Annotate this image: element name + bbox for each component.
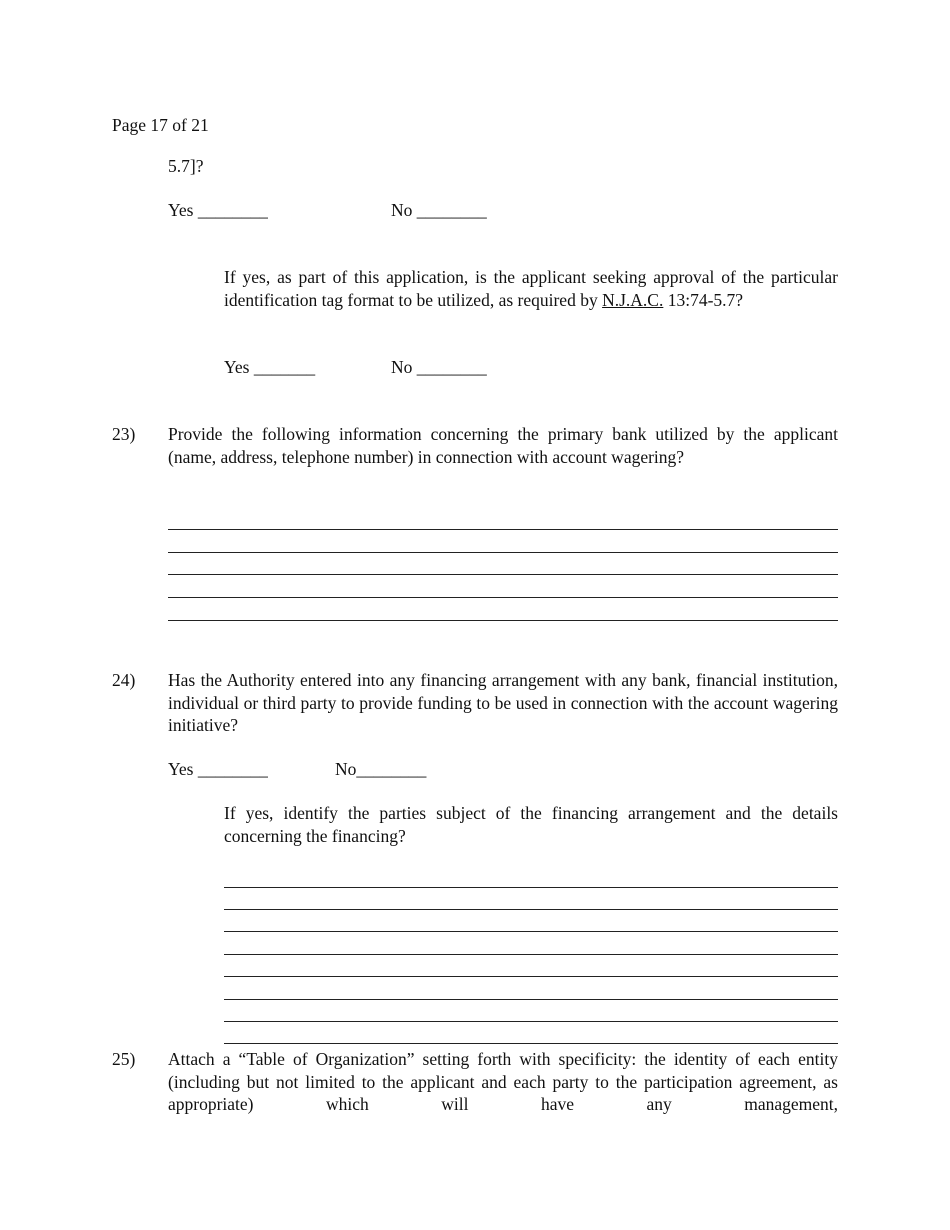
question-number-24: 24) — [112, 670, 136, 690]
yes-answer-tag[interactable] — [224, 356, 315, 379]
yes-answer-24[interactable] — [168, 758, 268, 781]
no-label: No — [391, 200, 413, 220]
question-24-text: Has the Authority entered into any financing arrangement with any bank, financial institution, individual or third party to provide funding to be used in connection with the account wagering initiative? — [168, 670, 838, 735]
question-number-23: 23) — [112, 424, 136, 444]
no-answer-24[interactable] — [335, 758, 426, 781]
sub-question-financing: If yes, identify the parties subject of the financing arrangement and the details concerning the financing? — [224, 803, 838, 846]
answer-line[interactable] — [168, 529, 838, 530]
yes-answer-22[interactable] — [168, 199, 268, 222]
no-answer-tag[interactable] — [391, 356, 487, 379]
answer-line[interactable] — [168, 620, 838, 621]
answer-line[interactable] — [224, 887, 838, 888]
yes-blank[interactable]: ________ — [197, 759, 268, 779]
no-label: No — [335, 759, 357, 779]
sub-question-text-end: 13:74-5.7? — [663, 289, 744, 310]
page-number: Page 17 of 21 — [112, 115, 209, 135]
answer-line[interactable] — [224, 976, 838, 977]
citation-njac: N.J.A.C. — [602, 289, 664, 310]
yes-label: Yes — [168, 200, 194, 220]
answer-line[interactable] — [224, 999, 838, 1000]
no-blank[interactable]: ________ — [416, 200, 487, 220]
answer-line[interactable] — [224, 1043, 838, 1044]
answer-line[interactable] — [224, 954, 838, 955]
continuation-text: 5.7]? — [168, 156, 204, 176]
yes-label: Yes — [168, 759, 194, 779]
no-answer-22[interactable] — [391, 199, 487, 222]
question-number-25: 25) — [112, 1049, 136, 1069]
yes-label: Yes — [224, 357, 250, 377]
question-23-text: Provide the following information concerning the primary bank utilized by the applicant (name, address, telephone number) in connection with account wagering? — [168, 424, 838, 467]
answer-line[interactable] — [168, 597, 838, 598]
sub-question-tag-format — [224, 266, 838, 311]
yes-blank[interactable]: _______ — [253, 357, 316, 377]
answer-line[interactable] — [224, 1021, 838, 1022]
yes-blank[interactable]: ________ — [197, 200, 268, 220]
no-blank[interactable]: ________ — [356, 759, 427, 779]
answer-line[interactable] — [224, 909, 838, 910]
answer-line[interactable] — [224, 931, 838, 932]
no-blank[interactable]: ________ — [416, 357, 487, 377]
question-25-text: Attach a “Table of Organization” setting forth with specificity: the identity of each entity (including but not limited to the applicant and each party to the participation agreement, as appropriate) which will have any management, — [168, 1049, 838, 1114]
answer-line[interactable] — [168, 574, 838, 575]
sub-question-text: If yes, as part of this application, is the applicant seeking approval of the particular identification tag format to be utilized, as required by — [224, 267, 838, 310]
no-label: No — [391, 357, 413, 377]
answer-line[interactable] — [168, 552, 838, 553]
